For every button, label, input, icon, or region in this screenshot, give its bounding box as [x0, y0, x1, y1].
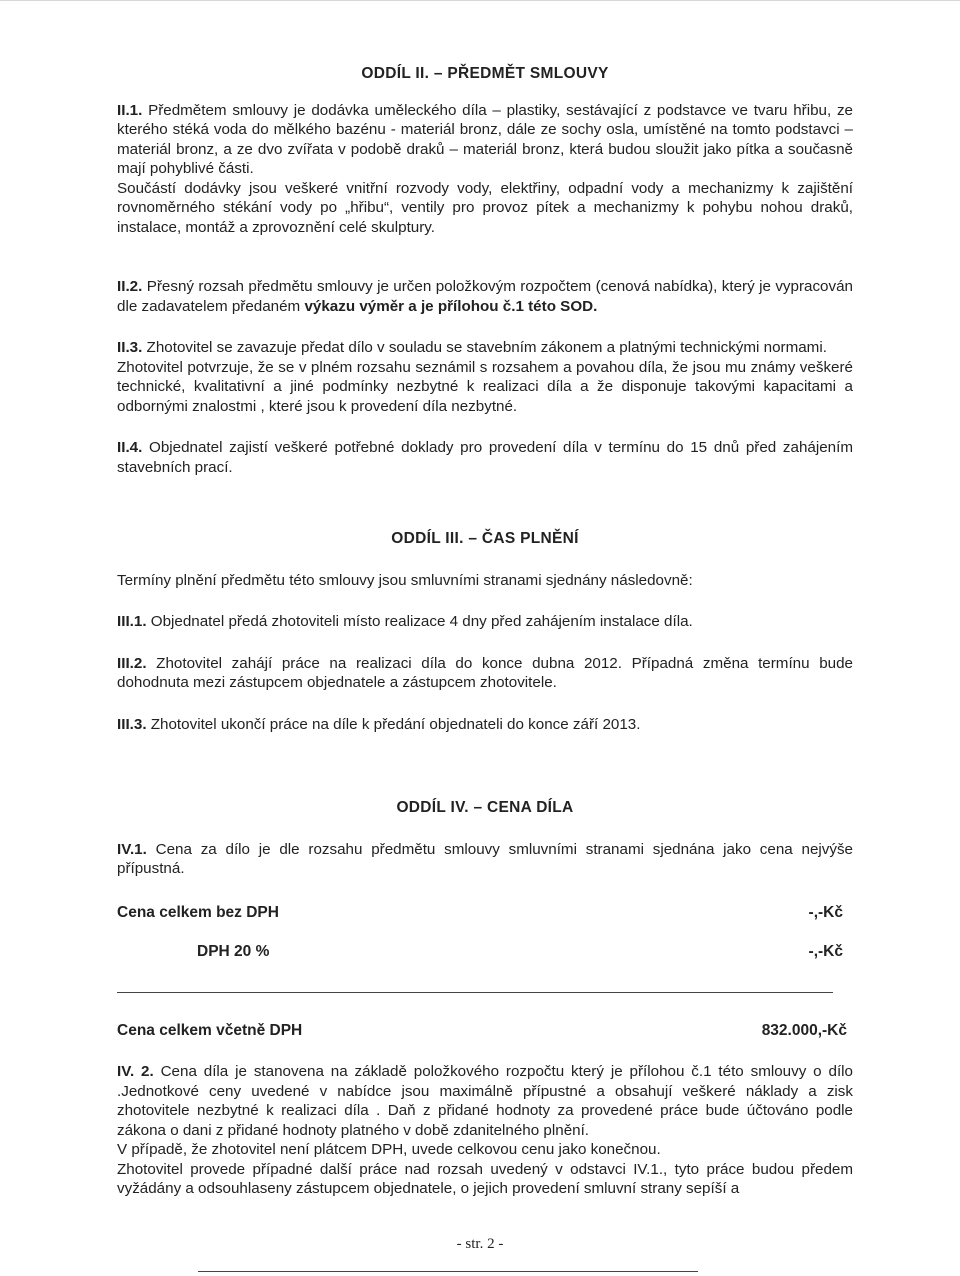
- section-3-intro: Termíny plnění předmětu této smlouvy jsou smluvními stranami sjednány následovně:: [117, 571, 693, 589]
- clause-2-1-continued: Součástí dodávky jsou veškeré vnitřní rozvody vody, elektřiny, odpadní vody a mechanizmy k zajištění rovnoměrného stékání vody po „hřibu“, ventily pro provoz pítek a mechanizmy k pohybu nohou draků, instalace, montáž a zprovoznění celé skulptury.: [117, 179, 853, 236]
- clause-text: Cena díla je stanovena na základě položkového rozpočtu který je přílohou č.1 této smlouvy o dílo .Jednotkové ceny uvedené v nabídce jsou maximálně přípustné a obsahují veškeré náklady a zisk zhotovitele nezbytné k realizaci díla . Daň z přidané hodnoty za provedené práce bude účtováno podle zákona o dani z přidané hodnoty platného v době zdanitelného plnění.: [117, 1063, 853, 1139]
- clause-4-1: [117, 840, 853, 879]
- price-divider: [117, 992, 833, 993]
- clause-bold-text: výkazu výměr a je přílohou č.1 této SOD.: [304, 297, 598, 315]
- clause-number: III.3.: [117, 715, 147, 733]
- clause-text: Cena za dílo je dle rozsahu předmětu smlouvy smluvními stranami sjednána jako cena nejvýše přípustná.: [117, 840, 853, 877]
- price-row-without-vat: [117, 903, 843, 923]
- clause-2-2: [117, 277, 853, 316]
- top-divider: [0, 0, 960, 1]
- clause-number: II.4.: [117, 439, 143, 456]
- clause-text: Předmětem smlouvy je dodávka uměleckého díla – plastiky, sestávající z podstavce ve tvaru hřibu, ze kterého stéká voda do mělkého bazénu - materiál bronz, dále ze sochy osla, umístěné na tomto podstavci – materiál bronz, a ze dvo zvířata v podobě draků – materiál bronz, která budou sloužit jako pítka a současně mají pohyblivé části.: [117, 101, 853, 177]
- section-heading-2: ODDÍL II. – PŘEDMĚT SMLOUVY: [361, 65, 609, 82]
- page-number: - str. 2 -: [456, 1236, 504, 1252]
- clause-number: IV.1.: [117, 840, 147, 858]
- clause-number: IV. 2.: [117, 1063, 154, 1080]
- price-value: -,-Kč: [808, 903, 843, 921]
- clause-number: III.1.: [117, 613, 147, 630]
- price-value: -,-Kč: [808, 943, 843, 960]
- clause-number: II.1.: [117, 101, 143, 119]
- clause-4-2-continued: V případě, že zhotovitel není plátcem DPH, uvede celkovou cenu jako konečnou.: [117, 1141, 661, 1158]
- clause-text: Objednatel předá zhotoviteli místo realizace 4 dny před zahájením instalace díla.: [146, 613, 693, 630]
- price-row-vat: [117, 942, 843, 962]
- price-row-total: [117, 1021, 847, 1041]
- footer-divider: [198, 1271, 698, 1272]
- clause-4-2-continued-2: Zhotovitel provede případné další práce nad rozsah uvedený v odstavci IV.1., tyto práce budou předem vyžádány a odsouhlaseny zástupcem objednatele, o jejich provedení smluvní strany sepíší a: [117, 1160, 853, 1197]
- clause-2-1: [117, 101, 853, 179]
- clause-text: Zhotovitel zahájí práce na realizaci díla do konce dubna 2012. Případná změna termínu bude dohodnuta mezi zástupcem objednatele a zástupcem zhotovitele.: [117, 654, 853, 691]
- clause-3-1: [117, 612, 853, 632]
- clause-2-3-continued: Zhotovitel potvrzuje, že se v plném rozsahu seznámil s rozsahem a povahou díla, že jsou mu známy veškeré technické, kvalitativní a jiné podmínky nezbytné k realizaci díla a že disponuje takovými kapacitami a odbornými znalostmi , které jsou k provedení díla nezbytné.: [117, 358, 853, 415]
- price-label: Cena celkem bez DPH: [117, 903, 279, 921]
- section-heading-4: ODDÍL IV. – CENA DÍLA: [396, 799, 574, 816]
- clause-text: Přesný rozsah předmětu smlouvy je určen položkovým rozpočtem (cenová nabídka), který je vypracován dle zadavatelem předaném: [117, 278, 853, 315]
- clause-number: II.2.: [117, 278, 143, 295]
- section-heading-3: ODDÍL III. – ČAS PLNĚNÍ: [391, 530, 579, 547]
- clause-3-3: [117, 715, 853, 735]
- clause-3-2: [117, 654, 853, 693]
- price-value: 832.000,-Kč: [761, 1021, 847, 1039]
- clause-2-3: [117, 338, 853, 358]
- clause-text: Zhotovitel se zavazuje předat dílo v souladu se stavebním zákonem a platnými technickými normami.: [142, 339, 827, 356]
- document-page: [117, 64, 853, 1199]
- clause-text: Zhotovitel ukončí práce na díle k předání objednateli do konce září 2013.: [146, 715, 641, 733]
- clause-2-4: [117, 438, 853, 477]
- clause-text: Objednatel zajistí veškeré potřebné doklady pro provedení díla v termínu do 15 dnů před zahájením stavebních prací.: [117, 439, 853, 476]
- clause-4-2: [117, 1062, 853, 1140]
- clause-number: III.2.: [117, 654, 147, 672]
- price-label: DPH 20 %: [197, 943, 270, 960]
- price-label: Cena celkem včetně DPH: [117, 1021, 303, 1039]
- clause-number: II.3.: [117, 339, 143, 356]
